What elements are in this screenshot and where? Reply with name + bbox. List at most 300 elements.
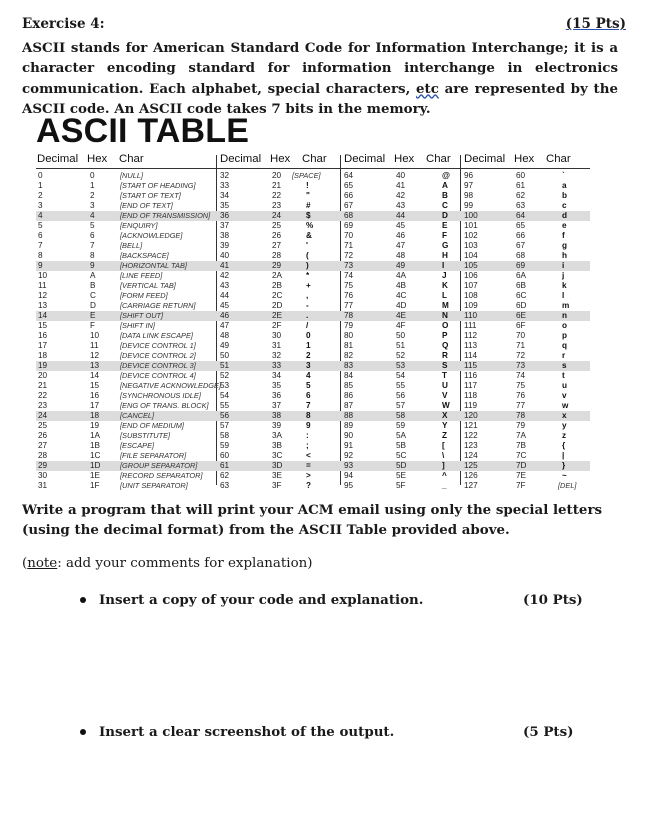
hex-cell: 7D: [516, 461, 527, 470]
char-cell: K: [442, 281, 448, 290]
hex-cell: 5B: [396, 441, 407, 450]
decimal-cell: 64: [344, 171, 354, 180]
hex-cell: 2D: [272, 301, 283, 310]
hex-cell: 18: [90, 411, 100, 420]
table-row: [36, 201, 590, 211]
hex-cell: 21: [272, 181, 282, 190]
decimal-cell: 71: [344, 241, 354, 250]
char-cell: [NULL]: [120, 171, 144, 180]
char-cell: c: [562, 201, 567, 210]
hex-cell: 44: [396, 211, 406, 220]
char-cell: ^: [442, 471, 447, 480]
char-cell: [DEVICE CONTROL 4]: [120, 371, 196, 380]
hex-cell: 5C: [396, 451, 407, 460]
char-cell: [CARRIAGE RETURN]: [120, 301, 196, 310]
decimal-cell: 108: [464, 291, 478, 300]
decimal-cell: 102: [464, 231, 478, 240]
char-cell: [DEL]: [558, 481, 577, 490]
column-header-decimal: Decimal: [37, 153, 79, 165]
decimal-cell: 22: [38, 391, 48, 400]
hex-cell: 13: [90, 361, 100, 370]
decimal-cell: 33: [220, 181, 230, 190]
decimal-cell: 45: [220, 301, 230, 310]
hex-cell: 6F: [516, 321, 526, 330]
decimal-cell: 122: [464, 431, 478, 440]
decimal-cell: 65: [344, 181, 354, 190]
decimal-cell: 124: [464, 451, 478, 460]
decimal-cell: 14: [38, 311, 48, 320]
hex-cell: 45: [396, 221, 406, 230]
char-cell: [SUBSTITUTE]: [120, 431, 171, 440]
etc-word: etc: [415, 80, 439, 97]
char-cell: [FILE SEPARATOR]: [120, 451, 187, 460]
hex-cell: 34: [272, 371, 282, 380]
decimal-cell: 111: [464, 321, 477, 330]
hex-cell: 1B: [90, 441, 101, 450]
table-row: [36, 441, 590, 451]
table-row: [36, 421, 590, 431]
hex-cell: 15: [90, 381, 100, 390]
hex-cell: 4F: [396, 321, 406, 330]
decimal-cell: 85: [344, 381, 354, 390]
decimal-cell: 79: [344, 321, 354, 330]
char-cell: 0: [306, 331, 311, 340]
hex-cell: 77: [516, 401, 526, 410]
decimal-cell: 30: [38, 471, 48, 480]
hex-cell: 7F: [516, 481, 526, 490]
decimal-cell: 5: [38, 221, 43, 230]
hex-cell: D: [90, 301, 96, 310]
char-cell: [BACKSPACE]: [120, 251, 169, 260]
decimal-cell: 0: [38, 171, 43, 180]
char-cell: 6: [306, 391, 311, 400]
hex-cell: 8: [90, 251, 95, 260]
decimal-cell: 9: [38, 261, 43, 270]
char-cell: |: [562, 451, 565, 460]
ascii-table: [36, 153, 590, 489]
decimal-cell: 61: [220, 461, 230, 470]
decimal-cell: 110: [464, 311, 478, 320]
hex-cell: 1E: [90, 471, 101, 480]
char-cell: [SPACE]: [292, 171, 321, 180]
table-row: [36, 351, 590, 361]
decimal-cell: 60: [220, 451, 230, 460]
decimal-cell: 125: [464, 461, 478, 470]
char-cell: _: [442, 481, 447, 490]
note-word: note: [27, 556, 58, 571]
hex-cell: 27: [272, 241, 282, 250]
char-cell: [ESCAPE]: [120, 441, 155, 450]
hex-cell: 7C: [516, 451, 527, 460]
hex-cell: 12: [90, 351, 100, 360]
hex-cell: 16: [90, 391, 100, 400]
table-row: [36, 411, 590, 421]
char-cell: /: [306, 321, 309, 330]
char-cell: [BELL]: [120, 241, 143, 250]
decimal-cell: 23: [38, 401, 48, 410]
char-cell: g: [562, 241, 568, 250]
decimal-cell: 38: [220, 231, 230, 240]
decimal-cell: 52: [220, 371, 230, 380]
decimal-cell: 6: [38, 231, 43, 240]
table-row: [36, 321, 590, 331]
char-cell: [DEVICE CONTROL 1]: [120, 341, 196, 350]
char-cell: U: [442, 381, 448, 390]
char-cell: 5: [306, 381, 311, 390]
char-cell: `: [562, 171, 565, 180]
char-cell: Z: [442, 431, 448, 440]
char-cell: 7: [306, 401, 311, 410]
char-cell: [SYNCHRONOUS IDLE]: [120, 391, 201, 400]
char-cell: ;: [306, 441, 309, 450]
decimal-cell: 53: [220, 381, 230, 390]
decimal-cell: 50: [220, 351, 230, 360]
hex-cell: 4D: [396, 301, 407, 310]
decimal-cell: 114: [464, 351, 478, 360]
char-cell: Y: [442, 421, 448, 430]
hex-cell: 6D: [516, 301, 527, 310]
column-header-decimal: Decimal: [344, 153, 386, 165]
hex-cell: 1: [90, 181, 95, 190]
char-cell: *: [306, 271, 310, 280]
decimal-cell: 49: [220, 341, 230, 350]
hex-cell: 57: [396, 401, 406, 410]
decimal-cell: 55: [220, 401, 230, 410]
decimal-cell: 35: [220, 201, 230, 210]
hex-cell: 49: [396, 261, 406, 270]
char-cell: $: [306, 211, 311, 220]
char-cell: h: [562, 251, 568, 260]
hex-cell: 39: [272, 421, 282, 430]
char-cell: [SHIFT IN]: [120, 321, 155, 330]
decimal-cell: 43: [220, 281, 230, 290]
decimal-cell: 57: [220, 421, 230, 430]
table-row: [36, 381, 590, 391]
hex-cell: 33: [272, 361, 282, 370]
decimal-cell: 91: [344, 441, 354, 450]
char-cell: v: [562, 391, 567, 400]
char-cell: [FORM FEED]: [120, 291, 168, 300]
hex-cell: 73: [516, 361, 526, 370]
decimal-cell: 12: [38, 291, 48, 300]
decimal-cell: 40: [220, 251, 230, 260]
decimal-cell: 67: [344, 201, 354, 210]
header-rule: [36, 168, 590, 169]
char-cell: [START OF HEADING]: [120, 181, 196, 190]
char-cell: x: [562, 411, 567, 420]
table-row: [36, 271, 590, 281]
column-header-char: Char: [119, 153, 144, 165]
decimal-cell: 75: [344, 281, 354, 290]
hex-cell: 11: [90, 341, 99, 350]
char-cell: !: [306, 181, 309, 190]
hex-cell: 2F: [272, 321, 282, 330]
char-cell: [UNIT SEPARATOR]: [120, 481, 188, 490]
hex-cell: 30: [272, 331, 282, 340]
char-cell: B: [442, 191, 448, 200]
char-cell: Q: [442, 341, 449, 350]
table-row: [36, 171, 590, 181]
decimal-cell: 63: [220, 481, 230, 490]
char-cell: [END OF MEDIUM]: [120, 421, 184, 430]
char-cell: [START OF TEXT]: [120, 191, 181, 200]
decimal-cell: 80: [344, 331, 354, 340]
decimal-cell: 105: [464, 261, 478, 270]
hex-cell: 61: [516, 181, 526, 190]
table-row: [36, 391, 590, 401]
hex-cell: 47: [396, 241, 406, 250]
decimal-cell: 95: [344, 481, 354, 490]
hex-cell: 1D: [90, 461, 101, 470]
hex-cell: 3A: [272, 431, 283, 440]
hex-cell: 78: [516, 411, 526, 420]
char-cell: -: [306, 301, 309, 310]
table-row: [36, 221, 590, 231]
table-row: [36, 451, 590, 461]
column-header-hex: Hex: [394, 153, 415, 165]
decimal-cell: 88: [344, 411, 354, 420]
char-cell: s: [562, 361, 567, 370]
hex-cell: 35: [272, 381, 282, 390]
hex-cell: 2: [90, 191, 95, 200]
char-cell: q: [562, 341, 568, 350]
char-cell: [DATA LINK ESCAPE]: [120, 331, 193, 340]
decimal-cell: 16: [38, 331, 48, 340]
char-cell: ': [306, 241, 308, 250]
decimal-cell: 107: [464, 281, 478, 290]
hex-cell: 1F: [90, 481, 100, 490]
table-row: [36, 191, 590, 201]
hex-cell: 63: [516, 201, 526, 210]
hex-cell: 5F: [396, 481, 406, 490]
char-cell: T: [442, 371, 448, 380]
hex-cell: 68: [516, 251, 526, 260]
table-row: [36, 241, 590, 251]
char-cell: k: [562, 281, 567, 290]
hex-cell: 3B: [272, 441, 283, 450]
decimal-cell: 83: [344, 361, 354, 370]
decimal-cell: 3: [38, 201, 43, 210]
decimal-cell: 18: [38, 351, 48, 360]
decimal-cell: 39: [220, 241, 230, 250]
hex-cell: 3F: [272, 481, 282, 490]
char-cell: ,: [306, 291, 309, 300]
table-row: [36, 231, 590, 241]
hex-cell: B: [90, 281, 96, 290]
table-row: [36, 341, 590, 351]
exercise-title: Exercise 4:: [22, 16, 105, 32]
char-cell: ): [306, 261, 309, 270]
hex-cell: 41: [396, 181, 406, 190]
hex-cell: 4E: [396, 311, 407, 320]
char-cell: M: [442, 301, 449, 310]
intro-paragraph: ASCII stands for American Standard Code for Information Interchange; it is a character encoding standard for information interchange in electronics communication. Each alphabet, special characters, etc are represented by the ASCII code. An ASCII code takes 7 bits in the memory.: [22, 40, 618, 117]
char-cell: ": [306, 191, 310, 200]
decimal-cell: 127: [464, 481, 478, 490]
char-cell: =: [306, 461, 311, 470]
hex-cell: 1A: [90, 431, 101, 440]
hex-cell: 7: [90, 241, 95, 250]
decimal-cell: 62: [220, 471, 230, 480]
decimal-cell: 81: [344, 341, 354, 350]
char-cell: r: [562, 351, 566, 360]
decimal-cell: 84: [344, 371, 354, 380]
hex-cell: 4C: [396, 291, 407, 300]
table-row: [36, 261, 590, 271]
hex-cell: 64: [516, 211, 526, 220]
char-cell: [END OF TEXT]: [120, 201, 173, 210]
hex-cell: 3: [90, 201, 95, 210]
char-cell: C: [442, 201, 448, 210]
char-cell: [RECORD SEPARATOR]: [120, 471, 203, 480]
hex-cell: 51: [396, 341, 406, 350]
hex-cell: 36: [272, 391, 282, 400]
char-cell: O: [442, 321, 449, 330]
decimal-cell: 117: [464, 381, 478, 390]
hex-cell: 32: [272, 351, 282, 360]
char-cell: E: [442, 221, 448, 230]
table-row: [36, 331, 590, 341]
decimal-cell: 126: [464, 471, 478, 480]
decimal-cell: 77: [344, 301, 354, 310]
hex-cell: 3D: [272, 461, 283, 470]
char-cell: [DEVICE CONTROL 2]: [120, 351, 196, 360]
hex-cell: 53: [396, 361, 406, 370]
hex-cell: 19: [90, 421, 100, 430]
char-cell: z: [562, 431, 567, 440]
column-header-char: Char: [302, 153, 327, 165]
decimal-cell: 86: [344, 391, 354, 400]
hex-cell: 5: [90, 221, 95, 230]
column-header-hex: Hex: [514, 153, 535, 165]
hex-cell: 50: [396, 331, 406, 340]
char-cell: V: [442, 391, 448, 400]
decimal-cell: 10: [38, 271, 48, 280]
hex-cell: 24: [272, 211, 282, 220]
decimal-cell: 68: [344, 211, 354, 220]
char-cell: [: [442, 441, 445, 450]
table-row: [36, 481, 590, 491]
decimal-cell: 97: [464, 181, 474, 190]
decimal-cell: 17: [38, 341, 48, 350]
decimal-cell: 78: [344, 311, 354, 320]
hex-cell: 2C: [272, 291, 283, 300]
decimal-cell: 66: [344, 191, 354, 200]
decimal-cell: 94: [344, 471, 354, 480]
hex-cell: 2E: [272, 311, 283, 320]
decimal-cell: 90: [344, 431, 354, 440]
decimal-cell: 20: [38, 371, 48, 380]
hex-cell: 4A: [396, 271, 407, 280]
char-cell: J: [442, 271, 447, 280]
hex-cell: 31: [272, 341, 282, 350]
char-cell: [ENQUIRY]: [120, 221, 158, 230]
hex-cell: 6: [90, 231, 95, 240]
decimal-cell: 56: [220, 411, 230, 420]
decimal-cell: 47: [220, 321, 230, 330]
hex-cell: 71: [516, 341, 526, 350]
char-cell: b: [562, 191, 568, 200]
decimal-cell: 37: [220, 221, 230, 230]
ascii-table-title: ASCII TABLE: [36, 112, 250, 150]
decimal-cell: 48: [220, 331, 230, 340]
hex-cell: 62: [516, 191, 526, 200]
decimal-cell: 54: [220, 391, 230, 400]
char-cell: <: [306, 451, 311, 460]
char-cell: f: [562, 231, 565, 240]
decimal-cell: 116: [464, 371, 478, 380]
decimal-cell: 100: [464, 211, 478, 220]
decimal-cell: 32: [220, 171, 230, 180]
hex-cell: 65: [516, 221, 526, 230]
column-header-hex: Hex: [87, 153, 108, 165]
hex-cell: 67: [516, 241, 526, 250]
hex-cell: 5A: [396, 431, 407, 440]
table-row: [36, 311, 590, 321]
decimal-cell: 21: [38, 381, 48, 390]
decimal-cell: 69: [344, 221, 354, 230]
hex-cell: 2A: [272, 271, 283, 280]
decimal-cell: 121: [464, 421, 478, 430]
char-cell: [HORIZONTAL TAB]: [120, 261, 187, 270]
char-cell: (: [306, 251, 309, 260]
hex-cell: F: [90, 321, 96, 330]
decimal-cell: 29: [38, 461, 48, 470]
hex-cell: 56: [396, 391, 406, 400]
decimal-cell: 15: [38, 321, 48, 330]
hex-cell: 74: [516, 371, 526, 380]
char-cell: w: [562, 401, 569, 410]
char-cell: j: [562, 271, 565, 280]
bullet-screenshot: Insert a clear screenshot of the output.: [80, 724, 394, 740]
decimal-cell: 119: [464, 401, 478, 410]
hex-cell: 48: [396, 251, 406, 260]
decimal-cell: 8: [38, 251, 43, 260]
hex-cell: 40: [396, 171, 406, 180]
hex-cell: 5D: [396, 461, 407, 470]
char-cell: F: [442, 231, 448, 240]
hex-cell: 79: [516, 421, 526, 430]
decimal-cell: 120: [464, 411, 478, 420]
decimal-cell: 72: [344, 251, 354, 260]
bullet-code-points: (10 Pts): [523, 592, 583, 608]
hex-cell: 46: [396, 231, 406, 240]
decimal-cell: 74: [344, 271, 354, 280]
decimal-cell: 112: [464, 331, 478, 340]
decimal-cell: 113: [464, 341, 478, 350]
hex-cell: 3C: [272, 451, 283, 460]
table-row: [36, 301, 590, 311]
char-cell: :: [306, 431, 309, 440]
decimal-cell: 36: [220, 211, 230, 220]
char-cell: i: [562, 261, 565, 270]
hex-cell: 25: [272, 221, 282, 230]
hex-cell: 4B: [396, 281, 407, 290]
decimal-cell: 58: [220, 431, 230, 440]
char-cell: 2: [306, 351, 311, 360]
hex-cell: 29: [272, 261, 282, 270]
decimal-cell: 41: [220, 261, 230, 270]
char-cell: }: [562, 461, 566, 470]
hex-cell: 42: [396, 191, 406, 200]
hex-cell: 43: [396, 201, 406, 210]
table-row: [36, 431, 590, 441]
hex-cell: 4: [90, 211, 95, 220]
char-cell: 8: [306, 411, 311, 420]
hex-cell: 76: [516, 391, 526, 400]
column-header-char: Char: [546, 153, 571, 165]
table-row: [36, 361, 590, 371]
